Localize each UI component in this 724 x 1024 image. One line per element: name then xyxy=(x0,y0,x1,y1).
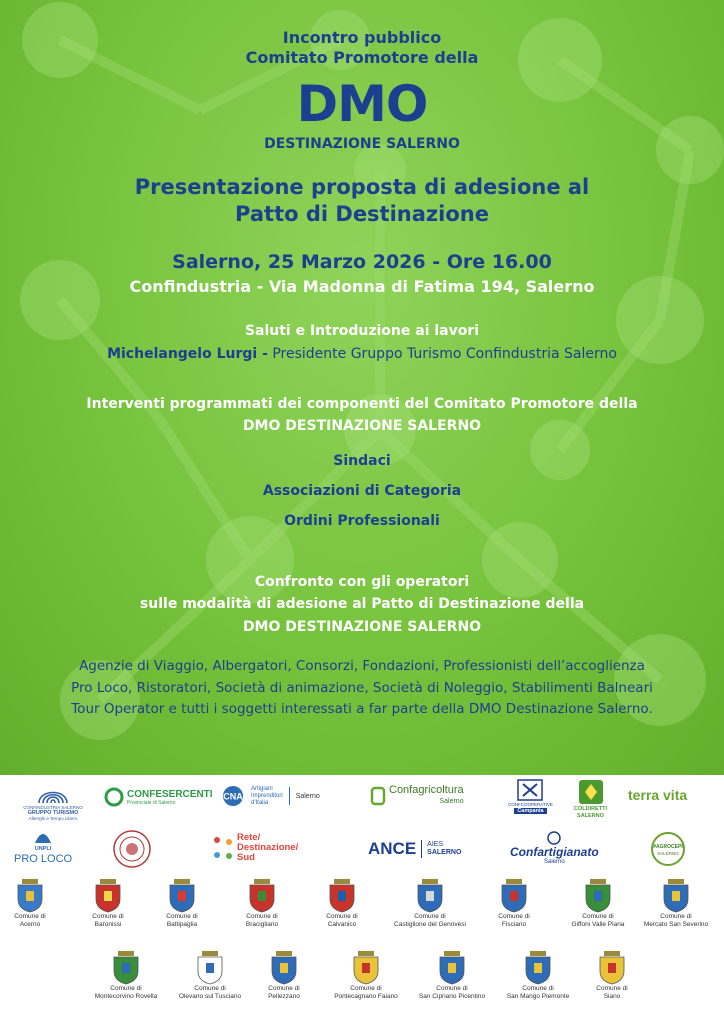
terravita-logo: terra vita xyxy=(628,787,688,803)
title-line-1: Presentazione proposta di adesione al xyxy=(134,175,590,199)
comune-name: Baronissi xyxy=(94,921,122,928)
speaker-name: Michelangelo Lurgi - xyxy=(107,346,268,362)
partner-logos-section xyxy=(0,775,724,1024)
coat-of-arms-icon xyxy=(15,879,45,913)
comune-name: Siano xyxy=(603,993,621,1000)
coat-of-arms-icon xyxy=(499,879,529,913)
wheat-icon xyxy=(370,786,386,806)
operators-line-2: Pro Loco, Ristoratori, Società di animazione, Società di Noleggio, Stabilimenti Balneari xyxy=(71,680,653,696)
operators-line-1: Agenzie di Viaggio, Albergatori, Consorzi, Fondazioni, Professionisti dell’accoglienza xyxy=(79,658,645,674)
comune-crest xyxy=(0,879,70,929)
comune-crest xyxy=(474,879,554,929)
event-date-time: Salerno, 25 Marzo 2026 - Ore 16.00 xyxy=(172,251,552,273)
comune-label-prefix: Comune di xyxy=(498,913,530,920)
interventions-item: Sindaci xyxy=(333,453,391,469)
comune-label-prefix: Comune di xyxy=(268,985,300,992)
interventions-item: Ordini Professionali xyxy=(284,513,440,529)
comune-crest xyxy=(636,879,716,929)
comune-crest xyxy=(390,879,470,929)
comune-name: Castiglione del Genovesi xyxy=(394,921,466,928)
ance-logo: ANCE AIES SALERNO xyxy=(368,839,462,858)
comune-name: San Mango Piemonte xyxy=(506,993,570,1000)
unpli-proloco-logo: UNPLI PRO LOCO xyxy=(14,829,72,865)
comune-name: San Cipriano Picentino xyxy=(418,993,486,1000)
comune-crest xyxy=(170,951,250,1001)
coldiretti-icon xyxy=(578,779,604,805)
comune-crest xyxy=(498,951,578,1001)
coat-of-arms-icon xyxy=(93,879,123,913)
comune-label-prefix: Comune di xyxy=(92,913,124,920)
comune-label-prefix: Comune di xyxy=(596,985,628,992)
unpli-icon xyxy=(32,829,54,845)
comune-label-prefix: Comune di xyxy=(660,913,692,920)
dmo-subtitle: DESTINAZIONE SALERNO xyxy=(264,136,460,152)
comune-crest xyxy=(412,951,492,1001)
coat-of-arms-icon xyxy=(351,951,381,985)
confcooperative-icon xyxy=(517,779,543,801)
agrocepi-icon xyxy=(650,831,686,867)
intro-line-2: Comitato Promotore della xyxy=(245,48,479,67)
coat-of-arms-icon xyxy=(269,951,299,985)
coat-of-arms-icon xyxy=(437,951,467,985)
comune-name: Fisciano xyxy=(501,921,527,928)
comune-name: Mercato San Severino xyxy=(643,921,709,928)
comune-label-prefix: Comune di xyxy=(246,913,278,920)
coat-of-arms-icon xyxy=(247,879,277,913)
comune-name: Acerno xyxy=(19,921,41,928)
confindustria-logo: CONFINDUSTRIA SALERNO GRUPPO TURISMO Alberghi e Tempo Libero xyxy=(14,779,92,821)
confagricoltura-logo: Confagricoltura Salerno xyxy=(370,785,464,807)
coat-of-arms-icon xyxy=(661,879,691,913)
comune-crest xyxy=(222,879,302,929)
comune-name: Calvanico xyxy=(327,921,357,928)
comune-crest xyxy=(68,879,148,929)
dmo-logo-text: DMO xyxy=(296,75,428,133)
coat-of-arms-icon xyxy=(583,879,613,913)
rete-icon xyxy=(212,835,234,861)
comune-name: Battipaglia xyxy=(166,921,198,928)
coat-of-arms-icon xyxy=(597,951,627,985)
cna-icon xyxy=(218,785,248,807)
event-venue: Confindustria - Via Madonna di Fatima 194, Salerno xyxy=(129,277,595,296)
comune-label-prefix: Comune di xyxy=(436,985,468,992)
coat-of-arms-icon xyxy=(327,879,357,913)
interventions-item: Associazioni di Categoria xyxy=(262,483,462,499)
comune-crest xyxy=(86,951,166,1001)
comune-label-prefix: Comune di xyxy=(326,913,358,920)
confcooperative-logo: CONFCOOPERATIVE Campania xyxy=(508,779,553,814)
rete-destinazione-sud-logo: Rete/ Destinazione/ Sud xyxy=(212,833,298,863)
comune-crest xyxy=(142,879,222,929)
comune-crest xyxy=(558,879,638,929)
svg-text:SALERNO: SALERNO xyxy=(657,851,679,856)
cna-logo: CNA Artigiani Imprenditori d'Italia Salerno xyxy=(218,785,320,807)
comune-name: Olevano sul Tusciano xyxy=(178,993,242,1000)
confronto-line-3: DMO DESTINAZIONE SALERNO xyxy=(242,619,482,635)
comune-name: Pontecagnano Faiano xyxy=(334,993,398,1000)
comune-label-prefix: Comune di xyxy=(110,985,142,992)
comune-crest xyxy=(244,951,324,1001)
round-seal-logo xyxy=(112,829,152,869)
comune-label-prefix: Comune di xyxy=(350,985,382,992)
intro-line-1: Incontro pubblico xyxy=(282,28,442,47)
comune-label-prefix: Comune di xyxy=(166,913,198,920)
confronto-line-2: sulle modalità di adesione al Patto di Destinazione della xyxy=(139,596,585,612)
opening-speaker xyxy=(0,345,724,364)
comune-label-prefix: Comune di xyxy=(194,985,226,992)
comune-label-prefix: Comune di xyxy=(522,985,554,992)
coldiretti-logo: COLDIRETTI SALERNO xyxy=(574,779,607,819)
svg-text:CNA: CNA xyxy=(223,791,243,802)
confartigianato-icon xyxy=(547,831,561,845)
comune-label-prefix: Comune di xyxy=(14,913,46,920)
comune-name: Bracigliano xyxy=(245,921,279,928)
comune-crest xyxy=(326,951,406,1001)
comune-crest xyxy=(572,951,652,1001)
confindustria-icon xyxy=(36,779,70,805)
confartigianato-logo: Confartigianato Salerno xyxy=(510,831,599,865)
seal-icon xyxy=(112,829,152,869)
confronto-line-1: Confronto con gli operatori xyxy=(254,574,470,590)
speaker-role: Presidente Gruppo Turismo Confindustria Salerno xyxy=(267,346,617,362)
agrocepi-logo xyxy=(650,831,686,867)
interventions-line-1: Interventi programmati dei componenti del Comitato Promotore della xyxy=(86,396,638,412)
coat-of-arms-icon xyxy=(523,951,553,985)
title-line-2: Patto di Destinazione xyxy=(235,202,489,226)
coat-of-arms-icon xyxy=(415,879,445,913)
comune-crest xyxy=(302,879,382,929)
comune-name: Giffoni Valle Piana xyxy=(571,921,625,928)
coat-of-arms-icon xyxy=(167,879,197,913)
opening-heading: Saluti e Introduzione ai lavori xyxy=(244,323,480,339)
comune-name: Pellezzano xyxy=(268,993,300,1000)
coat-of-arms-icon xyxy=(111,951,141,985)
comune-label-prefix: Comune di xyxy=(414,913,446,920)
coat-of-arms-icon xyxy=(195,951,225,985)
comune-name: Montecorvino Rovella xyxy=(94,993,158,1000)
svg-text:#AGROCEPI: #AGROCEPI xyxy=(653,844,683,850)
operators-line-3: Tour Operator e tutti i soggetti interessati a far parte della DMO Destinazione Salerno. xyxy=(71,701,653,717)
confesercenti-logo: CONFESERCENTI Provinciale di Salerno xyxy=(104,787,213,807)
comune-label-prefix: Comune di xyxy=(582,913,614,920)
confesercenti-icon xyxy=(104,787,124,807)
interventions-line-2: DMO DESTINAZIONE SALERNO xyxy=(242,418,482,434)
